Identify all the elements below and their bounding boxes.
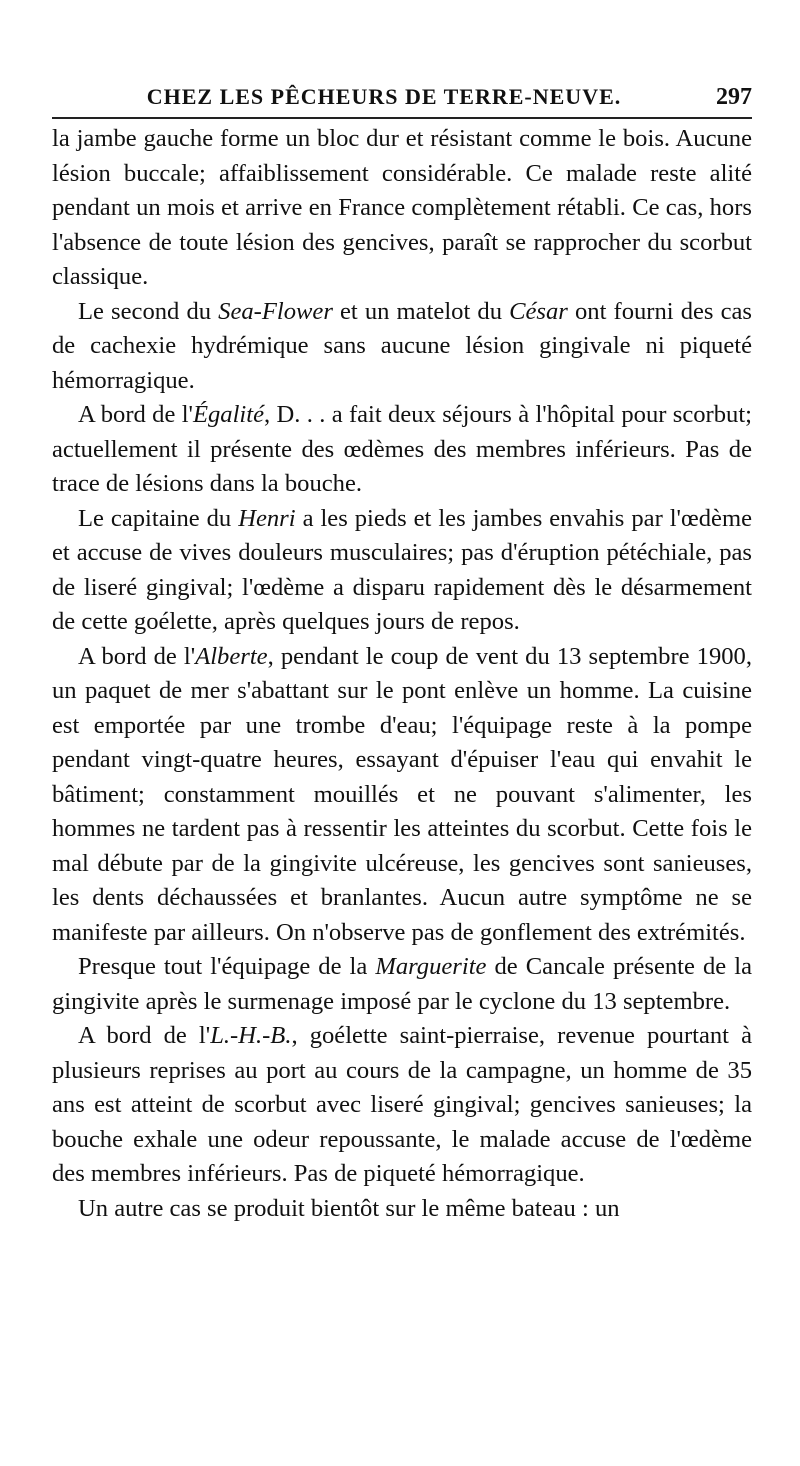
ship-name: Marguerite bbox=[375, 953, 487, 980]
page-number: 297 bbox=[716, 84, 752, 110]
paragraph-5 bbox=[52, 640, 752, 951]
text-run: la jambe gauche forme un bloc dur et résistant comme le bois. Aucune lésion buccale; affaiblissement considérable. Ce malade reste alité pendant un mois et arrive en France complètement rétabli. Ce cas, hors l'absence de toute lésion des gencives, paraît se rapprocher du scorbut classique. bbox=[52, 125, 752, 290]
paragraph-3 bbox=[52, 398, 752, 502]
text-run: , goélette saint-pierraise, revenue pourtant à plusieurs reprises au port au cours de la campagne, un homme de 35 ans est atteint de scorbut avec liseré gingival; gencives sanieuses; la bouche exhale une odeur repoussante, le malade accuse de l'œdème des membres inférieurs. Pas de piqueté hémorragique. bbox=[52, 1022, 752, 1187]
text-run: , D. . . a fait deux séjours à l'hôpital pour scorbut; actuellement il présente des œdèmes des membres inférieurs. Pas de trace de lésions dans la bouche. bbox=[52, 401, 752, 497]
text-run: A bord de l' bbox=[78, 401, 193, 428]
text-run: Le capitaine du bbox=[78, 504, 239, 532]
page-header bbox=[52, 84, 752, 119]
paragraph-7 bbox=[52, 1019, 752, 1192]
running-head: CHEZ LES PÊCHEURS DE TERRE-NEUVE. bbox=[146, 84, 622, 109]
text-run: a les pieds et les jambes envahis par l'œdème et accuse de vives douleurs musculaires; pas d'éruption pétéchiale, pas de liseré gingival; l'œdème a disparu rapidement dès le désarmement de cette goélette, après quelques jours de repos. bbox=[52, 504, 753, 635]
text-run: A bord de l' bbox=[78, 642, 196, 670]
ship-name: Alberte bbox=[195, 642, 268, 670]
text-run: de Cancale présente de la gingivite après le surmenage imposé par le cyclone du 13 septembre. bbox=[52, 953, 752, 1015]
paragraph-1 bbox=[52, 122, 752, 295]
ship-name: Sea-Flower bbox=[218, 297, 333, 325]
paragraph-4 bbox=[52, 502, 752, 640]
ship-name: Henri bbox=[238, 504, 296, 532]
body-text bbox=[52, 122, 752, 1226]
ship-name: Égalité bbox=[192, 401, 265, 428]
ship-name: L.-H.-B. bbox=[210, 1022, 292, 1049]
text-run: et un matelot du bbox=[332, 297, 510, 325]
text-run: Un autre cas se produit bientôt sur le même bateau : un bbox=[78, 1194, 620, 1222]
ship-name: César bbox=[509, 297, 568, 325]
text-run: A bord de l' bbox=[78, 1022, 211, 1049]
paragraph-6 bbox=[52, 950, 752, 1019]
text-run: , pendant le coup de vent du 13 septembre 1900, un paquet de mer s'abattant sur le pont enlève un homme. La cuisine est emportée par une trombe d'eau; l'équipage reste à la pompe pendant vingt-quatre heures, essayant d'épuiser l'eau qui envahit le bâtiment; constamment mouillés et ne pouvant s'alimenter, les hommes ne tardent pas à ressentir les atteintes du scorbut. Cette fois le mal débute par de la gingivite ulcéreuse, les gencives sont sanieuses, les dents déchaussées et branlantes. Aucun autre symptôme ne se manifeste par ailleurs. On n'observe pas de gonflement des extrémités. bbox=[52, 642, 752, 946]
paragraph-8 bbox=[52, 1192, 752, 1227]
text-run: Presque tout l'équipage de la bbox=[78, 953, 376, 980]
paragraph-2 bbox=[52, 295, 752, 399]
text-run: Le second du bbox=[78, 297, 219, 325]
text-run: ont fourni des cas de cachexie hydrémique sans aucune lésion gingivale ni piqueté hémorragique. bbox=[52, 297, 753, 394]
